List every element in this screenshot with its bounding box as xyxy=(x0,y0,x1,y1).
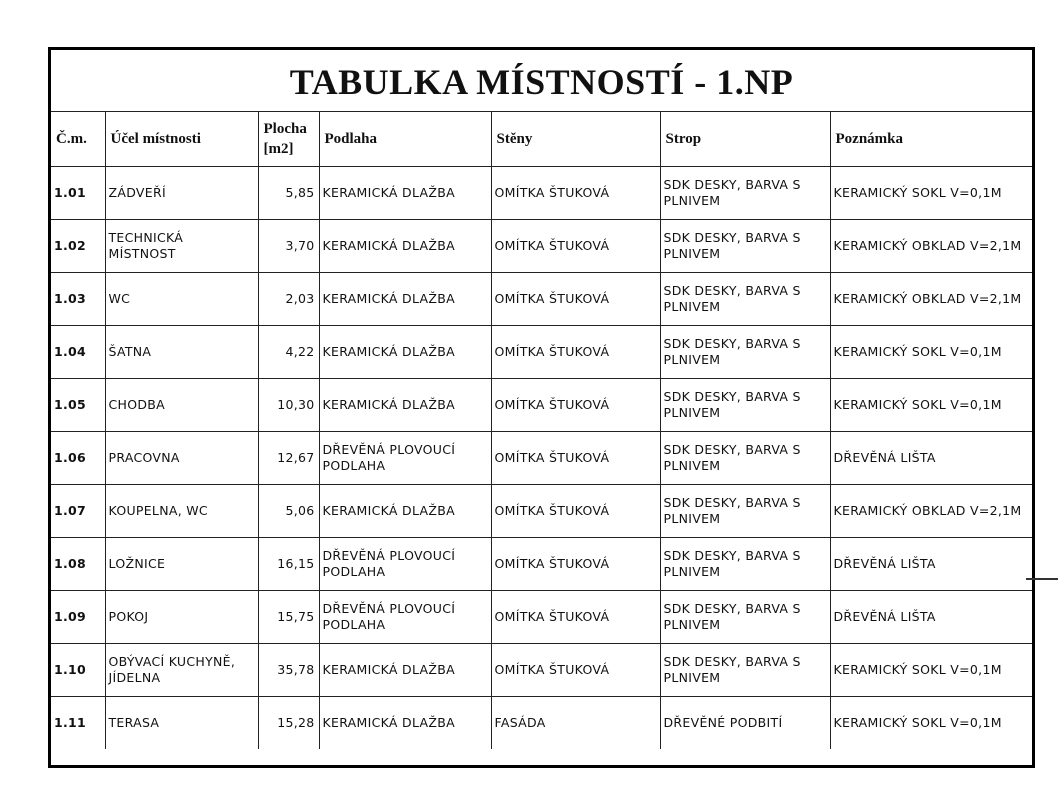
cell-area: 5,85 xyxy=(258,167,319,220)
cell-purpose: ŠATNA xyxy=(105,326,258,379)
cell-note: KERAMICKÝ SOKL V=0,1M xyxy=(830,167,1032,220)
cell-walls: OMÍTKA ŠTUKOVÁ xyxy=(491,644,660,697)
room-schedule-sheet xyxy=(48,47,1035,768)
room-table xyxy=(51,111,1032,749)
cell-purpose: POKOJ xyxy=(105,591,258,644)
cell-purpose: PRACOVNA xyxy=(105,432,258,485)
cell-ceiling: SDK DESKY, BARVA S PLNIVEM xyxy=(660,220,830,273)
cell-area: 4,22 xyxy=(258,326,319,379)
cell-area: 15,75 xyxy=(258,591,319,644)
cell-ceiling: SDK DESKY, BARVA S PLNIVEM xyxy=(660,538,830,591)
cell-number: 1.04 xyxy=(51,326,105,379)
cell-purpose: CHODBA xyxy=(105,379,258,432)
cell-number: 1.08 xyxy=(51,538,105,591)
header-purpose: Účel místnosti xyxy=(105,112,258,167)
cell-note: KERAMICKÝ SOKL V=0,1M xyxy=(830,644,1032,697)
cell-purpose: KOUPELNA, WC xyxy=(105,485,258,538)
table-row xyxy=(51,326,1032,379)
cell-area: 12,67 xyxy=(258,432,319,485)
cell-area: 10,30 xyxy=(258,379,319,432)
cell-walls: OMÍTKA ŠTUKOVÁ xyxy=(491,167,660,220)
cell-number: 1.05 xyxy=(51,379,105,432)
cell-ceiling: DŘEVĚNÉ PODBITÍ xyxy=(660,697,830,750)
cell-area: 2,03 xyxy=(258,273,319,326)
cell-purpose: WC xyxy=(105,273,258,326)
cell-number: 1.07 xyxy=(51,485,105,538)
cell-note: KERAMICKÝ OBKLAD V=2,1M xyxy=(830,273,1032,326)
cell-area: 5,06 xyxy=(258,485,319,538)
header-number: Č.m. xyxy=(51,112,105,167)
cell-ceiling: SDK DESKY, BARVA S PLNIVEM xyxy=(660,485,830,538)
cell-number: 1.03 xyxy=(51,273,105,326)
header-note: Poznámka xyxy=(830,112,1032,167)
cell-area: 15,28 xyxy=(258,697,319,750)
cell-area: 16,15 xyxy=(258,538,319,591)
cell-floor: KERAMICKÁ DLAŽBA xyxy=(319,644,491,697)
cell-floor: DŘEVĚNÁ PLOVOUCÍ PODLAHA xyxy=(319,591,491,644)
cell-area: 3,70 xyxy=(258,220,319,273)
cell-floor: KERAMICKÁ DLAŽBA xyxy=(319,697,491,750)
cell-floor: KERAMICKÁ DLAŽBA xyxy=(319,379,491,432)
table-row xyxy=(51,538,1032,591)
table-row xyxy=(51,220,1032,273)
cell-note: KERAMICKÝ OBKLAD V=2,1M xyxy=(830,485,1032,538)
cell-purpose: ZÁDVEŘÍ xyxy=(105,167,258,220)
cell-ceiling: SDK DESKY, BARVA S PLNIVEM xyxy=(660,591,830,644)
cell-walls: FASÁDA xyxy=(491,697,660,750)
cell-number: 1.11 xyxy=(51,697,105,750)
cell-note: DŘEVĚNÁ LIŠTA xyxy=(830,538,1032,591)
cell-ceiling: SDK DESKY, BARVA S PLNIVEM xyxy=(660,644,830,697)
cell-number: 1.09 xyxy=(51,591,105,644)
cell-note: KERAMICKÝ SOKL V=0,1M xyxy=(830,379,1032,432)
cell-number: 1.06 xyxy=(51,432,105,485)
table-row xyxy=(51,697,1032,750)
header-row xyxy=(51,112,1032,167)
cell-walls: OMÍTKA ŠTUKOVÁ xyxy=(491,273,660,326)
cell-ceiling: SDK DESKY, BARVA S PLNIVEM xyxy=(660,432,830,485)
cell-area: 35,78 xyxy=(258,644,319,697)
cell-floor: KERAMICKÁ DLAŽBA xyxy=(319,273,491,326)
table-row xyxy=(51,485,1032,538)
cell-note: KERAMICKÝ SOKL V=0,1M xyxy=(830,697,1032,750)
cell-number: 1.01 xyxy=(51,167,105,220)
cell-floor: DŘEVĚNÁ PLOVOUCÍ PODLAHA xyxy=(319,538,491,591)
table-row xyxy=(51,379,1032,432)
cell-ceiling: SDK DESKY, BARVA S PLNIVEM xyxy=(660,273,830,326)
cell-walls: OMÍTKA ŠTUKOVÁ xyxy=(491,379,660,432)
table-title: TABULKA MÍSTNOSTÍ - 1.NP xyxy=(289,61,794,102)
cell-number: 1.10 xyxy=(51,644,105,697)
header-floor: Podlaha xyxy=(319,112,491,167)
cell-walls: OMÍTKA ŠTUKOVÁ xyxy=(491,485,660,538)
cell-note: KERAMICKÝ OBKLAD V=2,1M xyxy=(830,220,1032,273)
cell-note: DŘEVĚNÁ LIŠTA xyxy=(830,591,1032,644)
table-row xyxy=(51,591,1032,644)
table-row xyxy=(51,273,1032,326)
table-row xyxy=(51,167,1032,220)
cell-floor: KERAMICKÁ DLAŽBA xyxy=(319,167,491,220)
cell-purpose: LOŽNICE xyxy=(105,538,258,591)
cell-floor: KERAMICKÁ DLAŽBA xyxy=(319,326,491,379)
cell-walls: OMÍTKA ŠTUKOVÁ xyxy=(491,538,660,591)
cell-walls: OMÍTKA ŠTUKOVÁ xyxy=(491,220,660,273)
header-area-line1: Plocha xyxy=(263,121,307,137)
cell-walls: OMÍTKA ŠTUKOVÁ xyxy=(491,326,660,379)
cell-ceiling: SDK DESKY, BARVA S PLNIVEM xyxy=(660,379,830,432)
header-area xyxy=(258,112,319,167)
cell-purpose: TECHNICKÁ MÍSTNOST xyxy=(105,220,258,273)
cell-walls: OMÍTKA ŠTUKOVÁ xyxy=(491,432,660,485)
cell-floor: KERAMICKÁ DLAŽBA xyxy=(319,220,491,273)
cell-note: KERAMICKÝ SOKL V=0,1M xyxy=(830,326,1032,379)
cell-note: DŘEVĚNÁ LIŠTA xyxy=(830,432,1032,485)
table-row xyxy=(51,432,1032,485)
cell-floor: KERAMICKÁ DLAŽBA xyxy=(319,485,491,538)
dimension-leader-line xyxy=(1026,578,1058,580)
cell-floor: DŘEVĚNÁ PLOVOUCÍ PODLAHA xyxy=(319,432,491,485)
cell-ceiling: SDK DESKY, BARVA S PLNIVEM xyxy=(660,326,830,379)
cell-purpose: TERASA xyxy=(105,697,258,750)
header-area-line2: [m2] xyxy=(263,141,294,157)
cell-walls: OMÍTKA ŠTUKOVÁ xyxy=(491,591,660,644)
cell-ceiling: SDK DESKY, BARVA S PLNIVEM xyxy=(660,167,830,220)
header-ceiling: Strop xyxy=(660,112,830,167)
cell-purpose: OBÝVACÍ KUCHYNĚ, JÍDELNA xyxy=(105,644,258,697)
cell-number: 1.02 xyxy=(51,220,105,273)
table-row xyxy=(51,644,1032,697)
header-walls: Stěny xyxy=(491,112,660,167)
